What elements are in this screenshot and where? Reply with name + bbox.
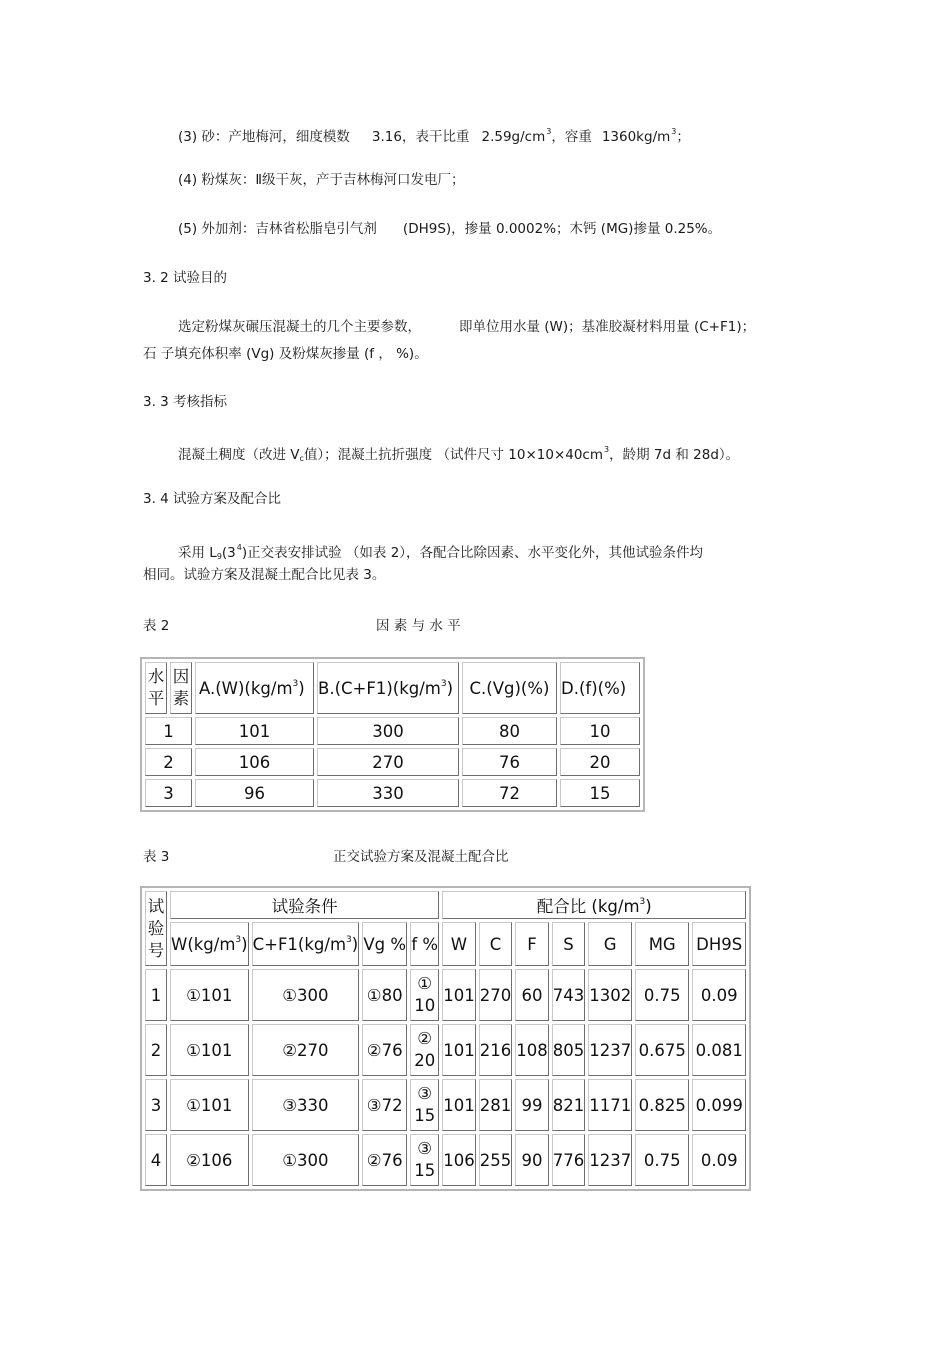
table2-header-c: C.(Vg)(%) — [462, 662, 557, 714]
material-additive: (5) 外加剂：吉林省松脂皂引气剂 (DH9S)，掺量 0.0002%；木钙 (MG)掺量 0.25%。 — [178, 221, 722, 237]
table3-header-no: 试 验 号 — [145, 891, 167, 966]
table3-header-cf: $C+F1(kg/m^3)$ — [252, 922, 360, 966]
table3-row: 4 ②106 ①300 ②76 ③ 15 106 255 90 776 1237 0.75 0.09 — [145, 1134, 746, 1186]
table3-header-vg: Vg % — [362, 922, 407, 966]
table2-header-a: $A.(W)(kg/m^3)$ — [195, 662, 314, 714]
section-3-4-para-line1: 采用 $L_9(3^4)$正交表安排试验 （如表 2），各配合比除因素、水平变化外，其他试验条件均 — [178, 543, 704, 561]
table2-corner-level: 水 平 — [145, 662, 167, 714]
material-flyash: (4) 粉煤灰：Ⅱ级干灰，产于吉林梅河口发电厂； — [178, 172, 465, 188]
table3-row: 1 ①101 ①300 ①80 ① 10 101 270 60 743 1302 0.75 0.09 — [145, 969, 746, 1021]
table2-title: 因 素 与 水 平 — [376, 618, 461, 634]
table3-header-mix: 配合比 $(kg/m^3)$ — [442, 891, 746, 919]
table2-factors-levels — [140, 657, 645, 812]
table3-title: 正交试验方案及混凝土配合比 — [333, 849, 509, 865]
table2-row: 3 96 330 72 15 — [145, 779, 640, 807]
section-heading-3-3: 3. 3 考核指标 — [143, 394, 228, 410]
table3-header-mix-mg: MG — [635, 922, 689, 966]
section-3-2-para-line1: 选定粉煤灰碾压混凝土的几个主要参数， 即单位用水量 (W)；基准胶凝材料用量 (C+F1)； — [178, 319, 756, 335]
table2-header-b: $B.(C+F1)(kg/m^3)$ — [317, 662, 459, 714]
table3-row: 3 ①101 ③330 ③72 ③ 15 101 281 99 821 1171 0.825 0.099 — [145, 1079, 746, 1131]
section-heading-3-2: 3. 2 试验目的 — [143, 270, 228, 286]
section-3-4-para-line2: 相同。试验方案及混凝土配合比见表 3。 — [143, 567, 386, 583]
table3-header-mix-w: W — [442, 922, 476, 966]
table2-corner-factor: 因 素 — [170, 662, 192, 714]
material-sand: (3) 砂：产地梅河，细度模数 3.16，表干比重 $2.59g/cm^3$，容重 $1360kg/m^3$； — [178, 127, 690, 145]
table3-header-mix-g: G — [588, 922, 632, 966]
table3-header-mix-dh9s: DH9S — [692, 922, 746, 966]
table3-header-f: f % — [410, 922, 439, 966]
table3-row: 2 ①101 ②270 ②76 ② 20 101 216 108 805 1237 0.675 0.081 — [145, 1024, 746, 1076]
table2-row: 2 106 270 76 20 — [145, 748, 640, 776]
table2-label: 表 2 — [143, 618, 170, 634]
table3-header-conditions: 试验条件 — [170, 891, 439, 919]
section-3-2-para-line2: 石 子填充体积率 (Vg) 及粉煤灰掺量 (f ， %)。 — [143, 346, 428, 362]
table3-header-mix-s: S — [552, 922, 586, 966]
table3-orthogonal-scheme — [140, 886, 751, 1191]
table3-header-mix-c: C — [479, 922, 513, 966]
table2-header-d: D.(f)(%) — [560, 662, 640, 714]
table3-header-mix-f: F — [515, 922, 549, 966]
section-heading-3-4: 3. 4 试验方案及配合比 — [143, 491, 282, 507]
table3-header-w: $W(kg/m^3)$ — [170, 922, 249, 966]
table2-row: 1 101 300 80 10 — [145, 717, 640, 745]
section-3-3-para: 混凝土稠度（改进 $V_c$值）；混凝土抗折强度 （试件尺寸 $10\times 10\times 40cm^3$，龄期 7d 和 28d）。 — [178, 445, 740, 463]
table3-label: 表 3 — [143, 849, 170, 865]
